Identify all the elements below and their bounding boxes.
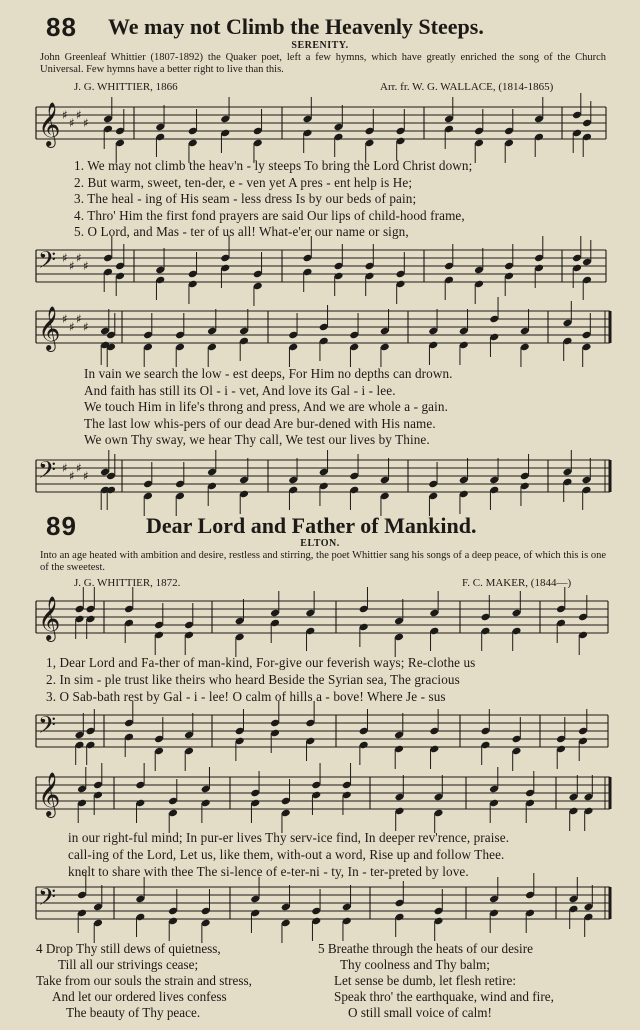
clef-icon: 𝄢 — [38, 246, 57, 279]
sharp-icon: ♯ — [76, 461, 82, 475]
sharp-icon: ♯ — [62, 108, 68, 122]
hymn-88-words-credit: J. G. WHITTIER, 1866 — [74, 81, 178, 93]
hymn-88-title: We may not Climb the Heavenly Steeps. — [108, 14, 484, 39]
clef-icon: 𝄞 — [38, 306, 61, 350]
hymn-89-note: Into an age heated with ambition and desire, restless and stirring, the poet Whittier sang his songs of a deep peace, of which this is one of the sweetest. — [40, 550, 606, 573]
stanza-line: Let sense be dumb, let flesh retire: — [334, 973, 516, 988]
stanza-line: Speak thro' the earthquake, wind and fire, — [334, 989, 554, 1004]
sharp-icon: ♯ — [83, 320, 89, 334]
hymn-89-tune: ELTON. — [300, 538, 340, 549]
sharp-icon: ♯ — [76, 108, 82, 122]
verse-line: 2. But warm, sweet, ten-der, e - ven yet A pres - ent help is He; — [74, 174, 413, 190]
verse-line: We own Thy sway, we hear Thy call, We test our lives by Thine. — [84, 432, 430, 447]
sharp-icon: ♯ — [76, 251, 82, 265]
stanza-line: O still small voice of calm! — [348, 1005, 492, 1020]
sharp-icon: ♯ — [83, 469, 89, 483]
verse-line: knelt to share with thee The si-lence of e-ter-ni - ty, In - ter-preted by love. — [68, 864, 469, 879]
hymn-89-title: Dear Lord and Father of Mankind. — [146, 513, 477, 538]
sharp-icon: ♯ — [69, 116, 75, 130]
stanza-line: Thy coolness and Thy balm; — [340, 957, 490, 972]
sharp-icon: ♯ — [69, 320, 75, 334]
sharp-icon: ♯ — [62, 312, 68, 326]
sharp-icon: ♯ — [62, 251, 68, 265]
stanza-line: The beauty of Thy peace. — [66, 1005, 201, 1020]
verse-line: 3. The heal - ing of His seam - less dress Is by our beds of pain; — [74, 191, 417, 206]
verse-line: 3. O Sab-bath rest by Gal - i - lee! O calm of hills a - bove! Where Je - sus — [46, 689, 446, 704]
clef-icon: 𝄢 — [38, 456, 57, 489]
stanza-line: 5 Breathe through the heats of our desire — [318, 941, 533, 956]
hymn-88-tune: SERENITY. — [291, 40, 349, 51]
sharp-icon: ♯ — [62, 461, 68, 475]
verse-line: And faith has still its Ol - i - vet, And love its Gal - i - lee. — [84, 382, 396, 398]
stanza-line: Till all our strivings cease; — [58, 957, 199, 972]
verse-line: The last low whis-pers of our dead Are bur-dened with His name. — [84, 415, 436, 431]
verse-line: We touch Him in life's throng and press, And we are whole a - gain. — [84, 399, 448, 414]
clef-icon: 𝄢 — [38, 711, 57, 744]
clef-icon: 𝄞 — [38, 772, 61, 816]
hymn-89-number: 89 — [46, 511, 77, 541]
verse-line: In vain we search the low - est deeps, For Him no depths can drown. — [84, 366, 453, 381]
sharp-icon: ♯ — [83, 259, 89, 273]
sharp-icon: ♯ — [69, 469, 75, 483]
sharp-icon: ♯ — [69, 259, 75, 273]
sharp-icon: ♯ — [83, 116, 89, 130]
hymn-89-words-credit: J. G. WHITTIER, 1872. — [74, 577, 181, 589]
verse-line: call-ing of the Lord, Let us, like them, with-out a word, Rise up and follow Thee. — [68, 847, 505, 862]
clef-icon: 𝄢 — [38, 883, 57, 916]
hymn-88-number: 88 — [46, 12, 77, 42]
verse-line: in our right-ful mind; In pur-er lives Thy serv-ice find, In deeper rev'rence, praise. — [68, 830, 510, 845]
verse-line: 1, Dear Lord and Fa-ther of man-kind, For-give our feverish ways; Re-clothe us — [46, 655, 476, 670]
stanza-line: And let our ordered lives confess — [52, 989, 227, 1004]
verse-line: 5. O Lord, and Mas - ter of us all! What-e'er our name or sign, — [74, 224, 409, 239]
hymn-88-music-credit: Arr. fr. W. G. WALLACE, (1814-1865) — [380, 81, 554, 93]
verse-line: 2. In sim - ple trust like theirs who heard Beside the Syrian sea, The gracious — [46, 672, 460, 687]
sharp-icon: ♯ — [76, 312, 82, 326]
hymn-88-note: John Greenleaf Whittier (1807-1892) the Quaker poet, left a few hymns, which have greatly enriched the song of the Church Universal. Few hymns have a better right to live than this. — [40, 52, 606, 75]
verse-line: 4. Thro' Him the first fond prayers are said Our lips of child-hood frame, — [74, 207, 465, 223]
verse-line: 1. We may not climb the heav'n - ly steeps To bring the Lord Christ down; — [74, 158, 473, 173]
clef-icon: 𝄞 — [38, 596, 61, 640]
hymn-89-music-credit: F. C. MAKER, (1844—) — [462, 577, 572, 589]
clef-icon: 𝄞 — [38, 102, 61, 146]
stanza-line: 4 Drop Thy still dews of quietness, — [36, 941, 221, 956]
stanza-line: Take from our souls the strain and stress, — [36, 973, 252, 988]
